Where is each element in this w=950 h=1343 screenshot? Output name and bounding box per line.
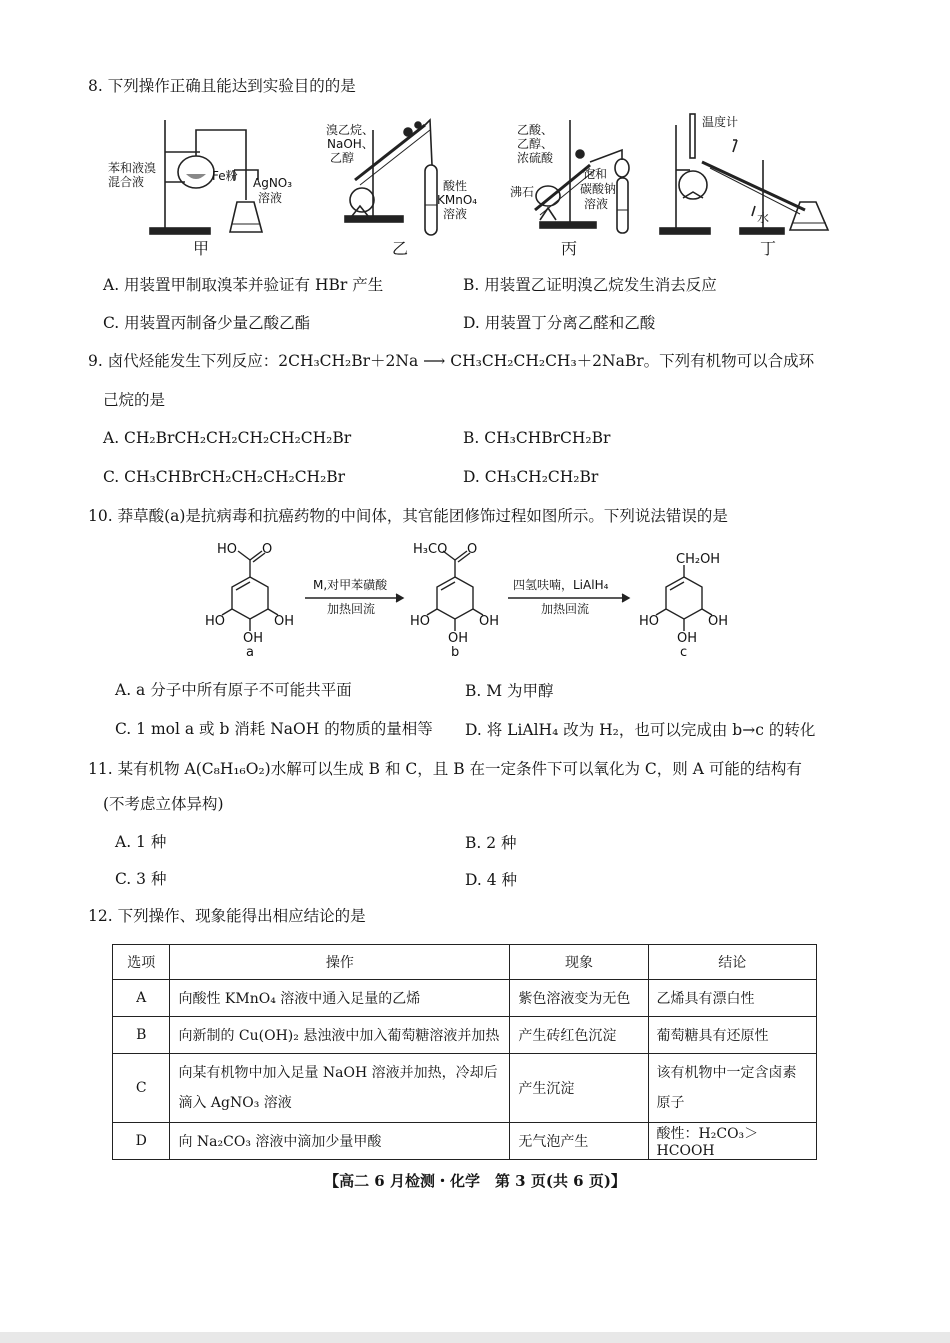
jia-label-left-1: 苯和液溴 [108,161,157,175]
q8-option-a: A. 用装置甲制取溴苯并验证有 HBr 产生 [103,276,384,294]
q9-option-c: C. CH₃CHBrCH₂CH₂CH₂CH₂Br [103,468,346,486]
q8-option-b: B. 用装置乙证明溴乙烷发生消去反应 [463,276,717,294]
bing-label-right-3: 溶液 [584,197,609,211]
arrow2-bottom: 加热回流 [541,602,590,616]
row-operation: 向酸性 KMnO₄ 溶液中通入足量的乙烯 [170,980,510,1017]
bing-label-left-3: 浓硫酸 [517,151,554,165]
row-conclusion: 乙烯具有漂白性 [648,980,816,1017]
yi-label-right-1: 酸性 [443,179,468,193]
label-a: a [246,645,254,660]
header-phenomenon: 现象 [510,945,648,980]
a-ho-left: HO [205,614,226,629]
yi-label-left-2: NaOH、 [327,137,374,151]
q8-option-c: C. 用装置丙制备少量乙酸乙酯 [103,314,311,332]
table-row [113,1123,817,1160]
arrow2-top: 四氢呋喃，LiAlH₄ [513,578,609,592]
q9-stem-2: 己烷的是 [103,391,166,409]
label-b: b [451,645,460,660]
a-top-ho: HO [217,542,238,557]
q9-option-b: B. CH₃CHBrCH₂Br [463,429,611,447]
c-oh-right: OH [708,614,729,629]
a-oh-right: OH [274,614,295,629]
label-c: c [680,645,688,660]
ding-label-water: 水 [757,211,770,225]
page-footer: 【高二 6 月检测・化学 第 3 页(共 6 页)】 [324,1172,626,1190]
jia-label-right-2: 溶液 [258,191,283,205]
a-top-o: O [262,542,273,557]
bing-label-right-2: 碳酸钠 [580,182,617,196]
b-ho-left: HO [410,614,431,629]
row-conclusion: 葡萄糖具有还原性 [648,1017,816,1054]
jia-label-fe: Fe粉 [212,169,238,183]
row-phenomenon: 产生沉淀 [510,1054,648,1123]
bing-label-left-2: 乙醇、 [517,137,554,151]
table-row [113,1054,817,1123]
yi-name: 乙 [392,239,409,258]
jia-name: 甲 [193,239,210,258]
molecule-c-ring [666,577,702,619]
header-option: 选项 [113,945,170,980]
yi-label-left-1: 溴乙烷、 [326,123,375,137]
ding-label-thermo: 温度计 [702,115,739,129]
b-top-o: O [467,542,478,557]
header-conclusion: 结论 [648,945,816,980]
row-phenomenon: 无气泡产生 [510,1123,648,1160]
q12-table [112,944,817,1160]
row-operation: 向 Na₂CO₃ 溶液中滴加少量甲酸 [170,1123,510,1160]
bing-label-right-1: 饱和 [583,167,608,181]
q8-option-d: D. 用装置丁分离乙醛和乙酸 [463,314,656,332]
q11-stem-2: (不考虑立体异构) [103,795,224,813]
jia-label-right-1: AgNO₃ [253,176,293,190]
q12-stem: 12. 下列操作、现象能得出相应结论的是 [88,907,366,925]
arrow1-top: M,对甲苯磺酸 [313,578,388,592]
q9-stem-1: 9. 卤代烃能发生下列反应：2CH₃CH₂Br＋2Na ⟶ CH₃CH₂CH₂CH₃＋2NaBr。下列有机物可以合成环 [88,352,815,370]
c-top-ch2oh: CH₂OH [676,552,721,567]
q11-option-a: A. 1 种 [115,833,167,851]
q10-option-a: A. a 分子中所有原子不可能共平面 [115,681,352,699]
q8-apparatus-figure [0,110,950,270]
table-row [113,980,817,1017]
a-oh-bottom: OH [243,631,264,646]
row-phenomenon: 紫色溶液变为无色 [510,980,648,1017]
row-option: C [113,1054,170,1123]
row-option: B [113,1017,170,1054]
c-oh-bottom: OH [677,631,698,646]
ding-name: 丁 [760,239,777,258]
table-header-row [113,945,817,980]
q9-option-d: D. CH₃CH₂CH₂Br [463,468,599,486]
molecule-a-ring [232,577,268,619]
row-conclusion: 酸性：H₂CO₃＞HCOOH [648,1123,816,1160]
c-ho-left: HO [639,614,660,629]
bing-name: 丙 [561,239,578,258]
apparatus-jia [150,120,262,234]
q10-option-d: D. 将 LiAlH₄ 改为 H₂，也可以完成由 b→c 的转化 [465,721,816,739]
row-phenomenon: 产生砖红色沉淀 [510,1017,648,1054]
row-conclusion: 该有机物中一定含卤素原子 [648,1054,816,1123]
yi-label-right-3: 溶液 [443,207,468,221]
q10-option-b: B. M 为甲醇 [465,682,554,700]
header-operation: 操作 [170,945,510,980]
row-option: D [113,1123,170,1160]
q11-stem-1: 11. 某有机物 A(C₈H₁₆O₂)水解可以生成 B 和 C，且 B 在一定条件下可以氧化为 C，则 A 可能的结构有 [88,760,802,778]
row-operation: 向某有机物中加入足量 NaOH 溶液并加热，冷却后滴入 AgNO₃ 溶液 [170,1054,510,1123]
q10-stem: 10. 莽草酸(a)是抗病毒和抗癌药物的中间体，其官能团修饰过程如图所示。下列说法错误的是 [88,507,728,525]
q11-option-d: D. 4 种 [465,871,518,889]
yi-label-right-2: KMnO₄ [437,193,478,207]
jia-label-left-2: 混合液 [108,175,145,189]
bing-label-stone: 沸石 [510,185,535,199]
b-top-h3co: H₃CO [413,542,448,557]
scan-edge [0,1332,950,1343]
q10-option-c: C. 1 mol a 或 b 消耗 NaOH 的物质的量相等 [115,720,433,738]
molecule-b-ring [437,577,473,619]
row-operation: 向新制的 Cu(OH)₂ 悬浊液中加入葡萄糖溶液并加热 [170,1017,510,1054]
q11-option-c: C. 3 种 [115,870,167,888]
q8-stem: 8. 下列操作正确且能达到实验目的的是 [88,77,356,95]
arrow1-bottom: 加热回流 [327,602,376,616]
bing-label-left-1: 乙酸、 [517,123,554,137]
q9-option-a: A. CH₂BrCH₂CH₂CH₂CH₂CH₂Br [103,429,352,447]
table-row [113,1017,817,1054]
q11-option-b: B. 2 种 [465,834,517,852]
q10-reaction-scheme [0,535,950,665]
b-oh-bottom: OH [448,631,469,646]
yi-label-left-3: 乙醇 [330,151,355,165]
row-option: A [113,980,170,1017]
b-oh-right: OH [479,614,500,629]
apparatus-ding [660,114,828,234]
